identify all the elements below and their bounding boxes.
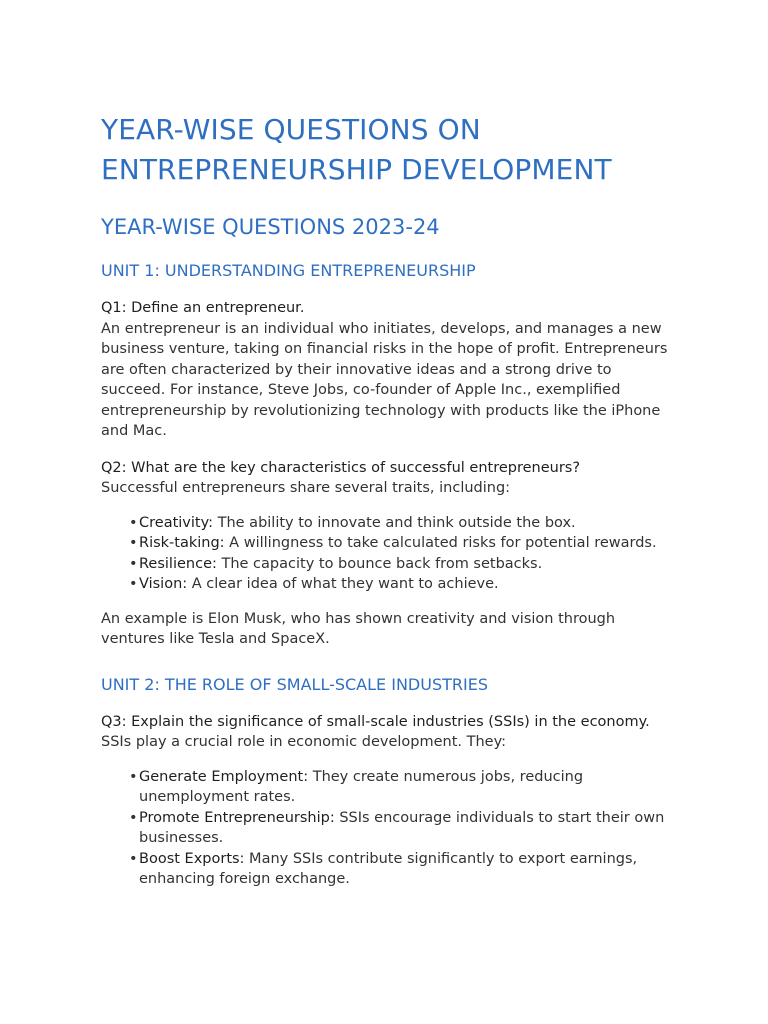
list-item-text: A willingness to take calculated risks for potential rewards.	[224, 535, 657, 551]
list-item-term: Promote Entrepreneurship:	[139, 809, 335, 826]
year-heading: YEAR-WISE QUESTIONS 2023-24	[101, 215, 440, 239]
answer-3-intro: SSIs play a crucial role in economic development. They:	[101, 734, 507, 750]
list-item-text: The ability to innovate and think outside the box.	[213, 514, 576, 531]
bullet-icon: •	[129, 809, 138, 826]
list-item	[129, 513, 671, 534]
answer-2-intro: Successful entrepreneurs share several traits, including:	[101, 480, 511, 496]
question-3: Q3: Explain the significance of small-scale industries (SSIs) in the economy.	[101, 713, 650, 730]
question-1-block	[101, 298, 671, 442]
list-item-term: Boost Exports:	[139, 850, 245, 867]
list-item	[129, 554, 671, 575]
bullet-icon: •	[129, 768, 138, 785]
list-item	[129, 808, 671, 849]
unit-1-heading: UNIT 1: UNDERSTANDING ENTREPRENEURSHIP	[101, 261, 476, 280]
list-item-text: A clear idea of what they want to achieve.	[187, 576, 499, 592]
bullet-icon: •	[129, 576, 138, 592]
list-item-text: They create numerous jobs, reducing unemployment rates.	[139, 768, 584, 805]
document-title: YEAR-WISE QUESTIONS ON ENTREPRENEURSHIP DEVELOPMENT	[101, 113, 612, 186]
list-item-term: Vision:	[139, 576, 188, 592]
list-item	[129, 533, 671, 554]
list-item-term: Creativity:	[139, 514, 213, 531]
list-item-text: SSIs encourage individuals to start their own businesses.	[139, 809, 665, 846]
question-2: Q2: What are the key characteristics of successful entrepreneurs?	[101, 459, 581, 476]
list-item-text: The capacity to bounce back from setbacks.	[216, 555, 543, 572]
answer-1: An entrepreneur is an individual who initiates, develops, and manages a new business venture, taking on financial risks in the hope of profit. Entrepreneurs are often characterized by their innovative ideas and a strong drive to succeed. For instance, Steve Jobs, co-founder of Apple Inc., exemplified entrepreneurship by revolutionizing technology with products like the iPhone and Mac.	[101, 320, 668, 439]
question-1: Q1: Define an entrepreneur.	[101, 300, 305, 316]
bullet-icon: •	[129, 535, 138, 551]
list-item	[129, 767, 671, 808]
document-page	[101, 110, 671, 890]
unit-2-heading: UNIT 2: THE ROLE OF SMALL-SCALE INDUSTRIES	[101, 674, 488, 694]
list-item-term: Resilience:	[139, 555, 217, 572]
list-item	[129, 574, 671, 595]
list-item-term: Generate Employment:	[139, 768, 309, 785]
list-item-term: Risk-taking:	[139, 535, 225, 551]
bullet-icon: •	[129, 514, 138, 531]
bullet-icon: •	[129, 555, 138, 572]
list-item-text: Many SSIs contribute significantly to export earnings, enhancing foreign exchange.	[139, 850, 638, 887]
question-3-block	[101, 712, 671, 753]
ssi-significance-list	[101, 767, 671, 890]
unit-2-section	[101, 674, 671, 890]
characteristics-list	[101, 513, 671, 595]
unit-1-section	[101, 260, 671, 650]
question-2-closing: An example is Elon Musk, who has shown creativity and vision through ventures like Tesla and SpaceX.	[101, 610, 616, 647]
list-item	[129, 849, 671, 890]
question-2-block	[101, 458, 671, 499]
bullet-icon: •	[129, 850, 138, 867]
